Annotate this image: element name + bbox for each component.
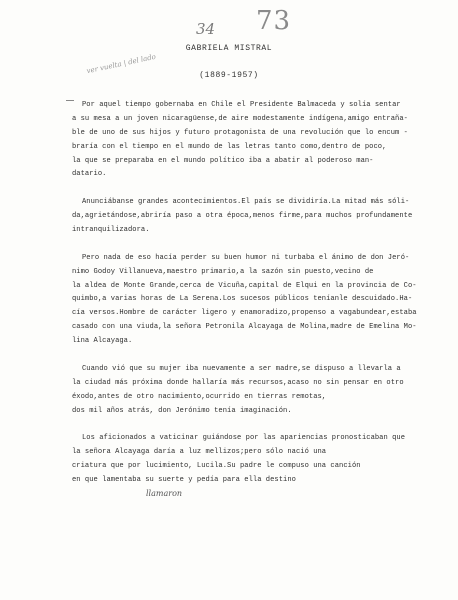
document-title: GABRIELA MISTRAL — [185, 44, 273, 53]
margin-note: ver vuelta | del lado — [85, 52, 157, 76]
text-line: casado con una viuda,la señora Petronila Alcayaga de Molina,madre de Emelina Mo- — [72, 323, 417, 332]
text-line: la señora Alcayaga daría a luz mellizos;pero sólo nació una — [72, 448, 327, 457]
handwritten-insert: llamaron — [146, 489, 183, 498]
text-line: dos mil años atrás, don Jerónimo tenía imaginación. — [72, 406, 292, 415]
text-line: intranquilizadora. — [72, 226, 150, 235]
body-text — [72, 99, 444, 488]
text-line: Cuando vió que su mujer iba nuevamente a ser madre,se dispuso a llevarla a — [82, 364, 401, 373]
text-line: éxodo,antes de otro nacimiento,ocurrido en tierras remotas, — [72, 392, 327, 401]
text-line: datario. — [72, 170, 107, 179]
paragraph-gap — [72, 418, 444, 432]
text-line: Pero nada de eso hacía perder su buen humor ni turbaba el ánimo de don Jeró- — [82, 253, 410, 262]
text-line: en que lamentaba su suerte y pedía para ella destino — [72, 476, 296, 485]
text-line: nimo Godoy Villanueva,maestro primario,a la sazón sin puesto,vecino de — [72, 267, 374, 276]
text-line: lina Alcayaga. — [72, 337, 133, 346]
pencil-page-number: 34 — [196, 20, 216, 38]
text-line: Anunciábanse grandes acontecimientos.El país se dividiría.La mitad más sóli- — [82, 198, 410, 207]
text-line: quimbo,a varias horas de La Serena.Los sucesos públicos teníanle descuidado.Ha- — [72, 295, 413, 304]
paragraph-gap — [72, 349, 444, 363]
document-dates: (1889-1957) — [199, 71, 259, 80]
paragraph-gap — [72, 182, 444, 196]
text-line: la que se preparaba en el mundo político iba a abatir al poderoso man- — [72, 156, 374, 165]
text-line: a su mesa a un joven nicaragüense,de aire modestamente indígena,amigo entraña- — [72, 114, 408, 123]
text-line: la ciudad más próxima donde hallaría más recursos,acaso no sin pensar en otro — [72, 378, 404, 387]
text-line: Por aquel tiempo gobernaba en Chile el Presidente Balmaceda y solía sentar — [82, 101, 401, 109]
text-line: da,agrietándose,abriría paso a otra época,menos firme,para muchos profundamente — [72, 212, 413, 221]
paragraph-gap — [72, 238, 444, 252]
text-line: braría con el tiempo en el mundo de las letras tanto como,dentro de poco, — [72, 142, 387, 151]
text-line: ble de uno de sus hijos y futuro protagonista de una revolución que lo encum - — [72, 128, 408, 137]
text-line: la aldea de Monte Grande,cerca de Vicuña,capital de Elqui en la provincia de Co- — [72, 281, 417, 290]
ink-page-number: 73 — [256, 6, 292, 36]
text-line: criatura que por lucimiento, Lucila.Su padre le compuso una canción — [72, 462, 361, 471]
text-line: Los aficionados a vaticinar guiándose por las apariencias pronosticaban que — [82, 434, 406, 443]
text-line: cía versos.Hombre de carácter ligero y enamoradizo,propenso a vagabundear,estaba — [72, 309, 417, 318]
